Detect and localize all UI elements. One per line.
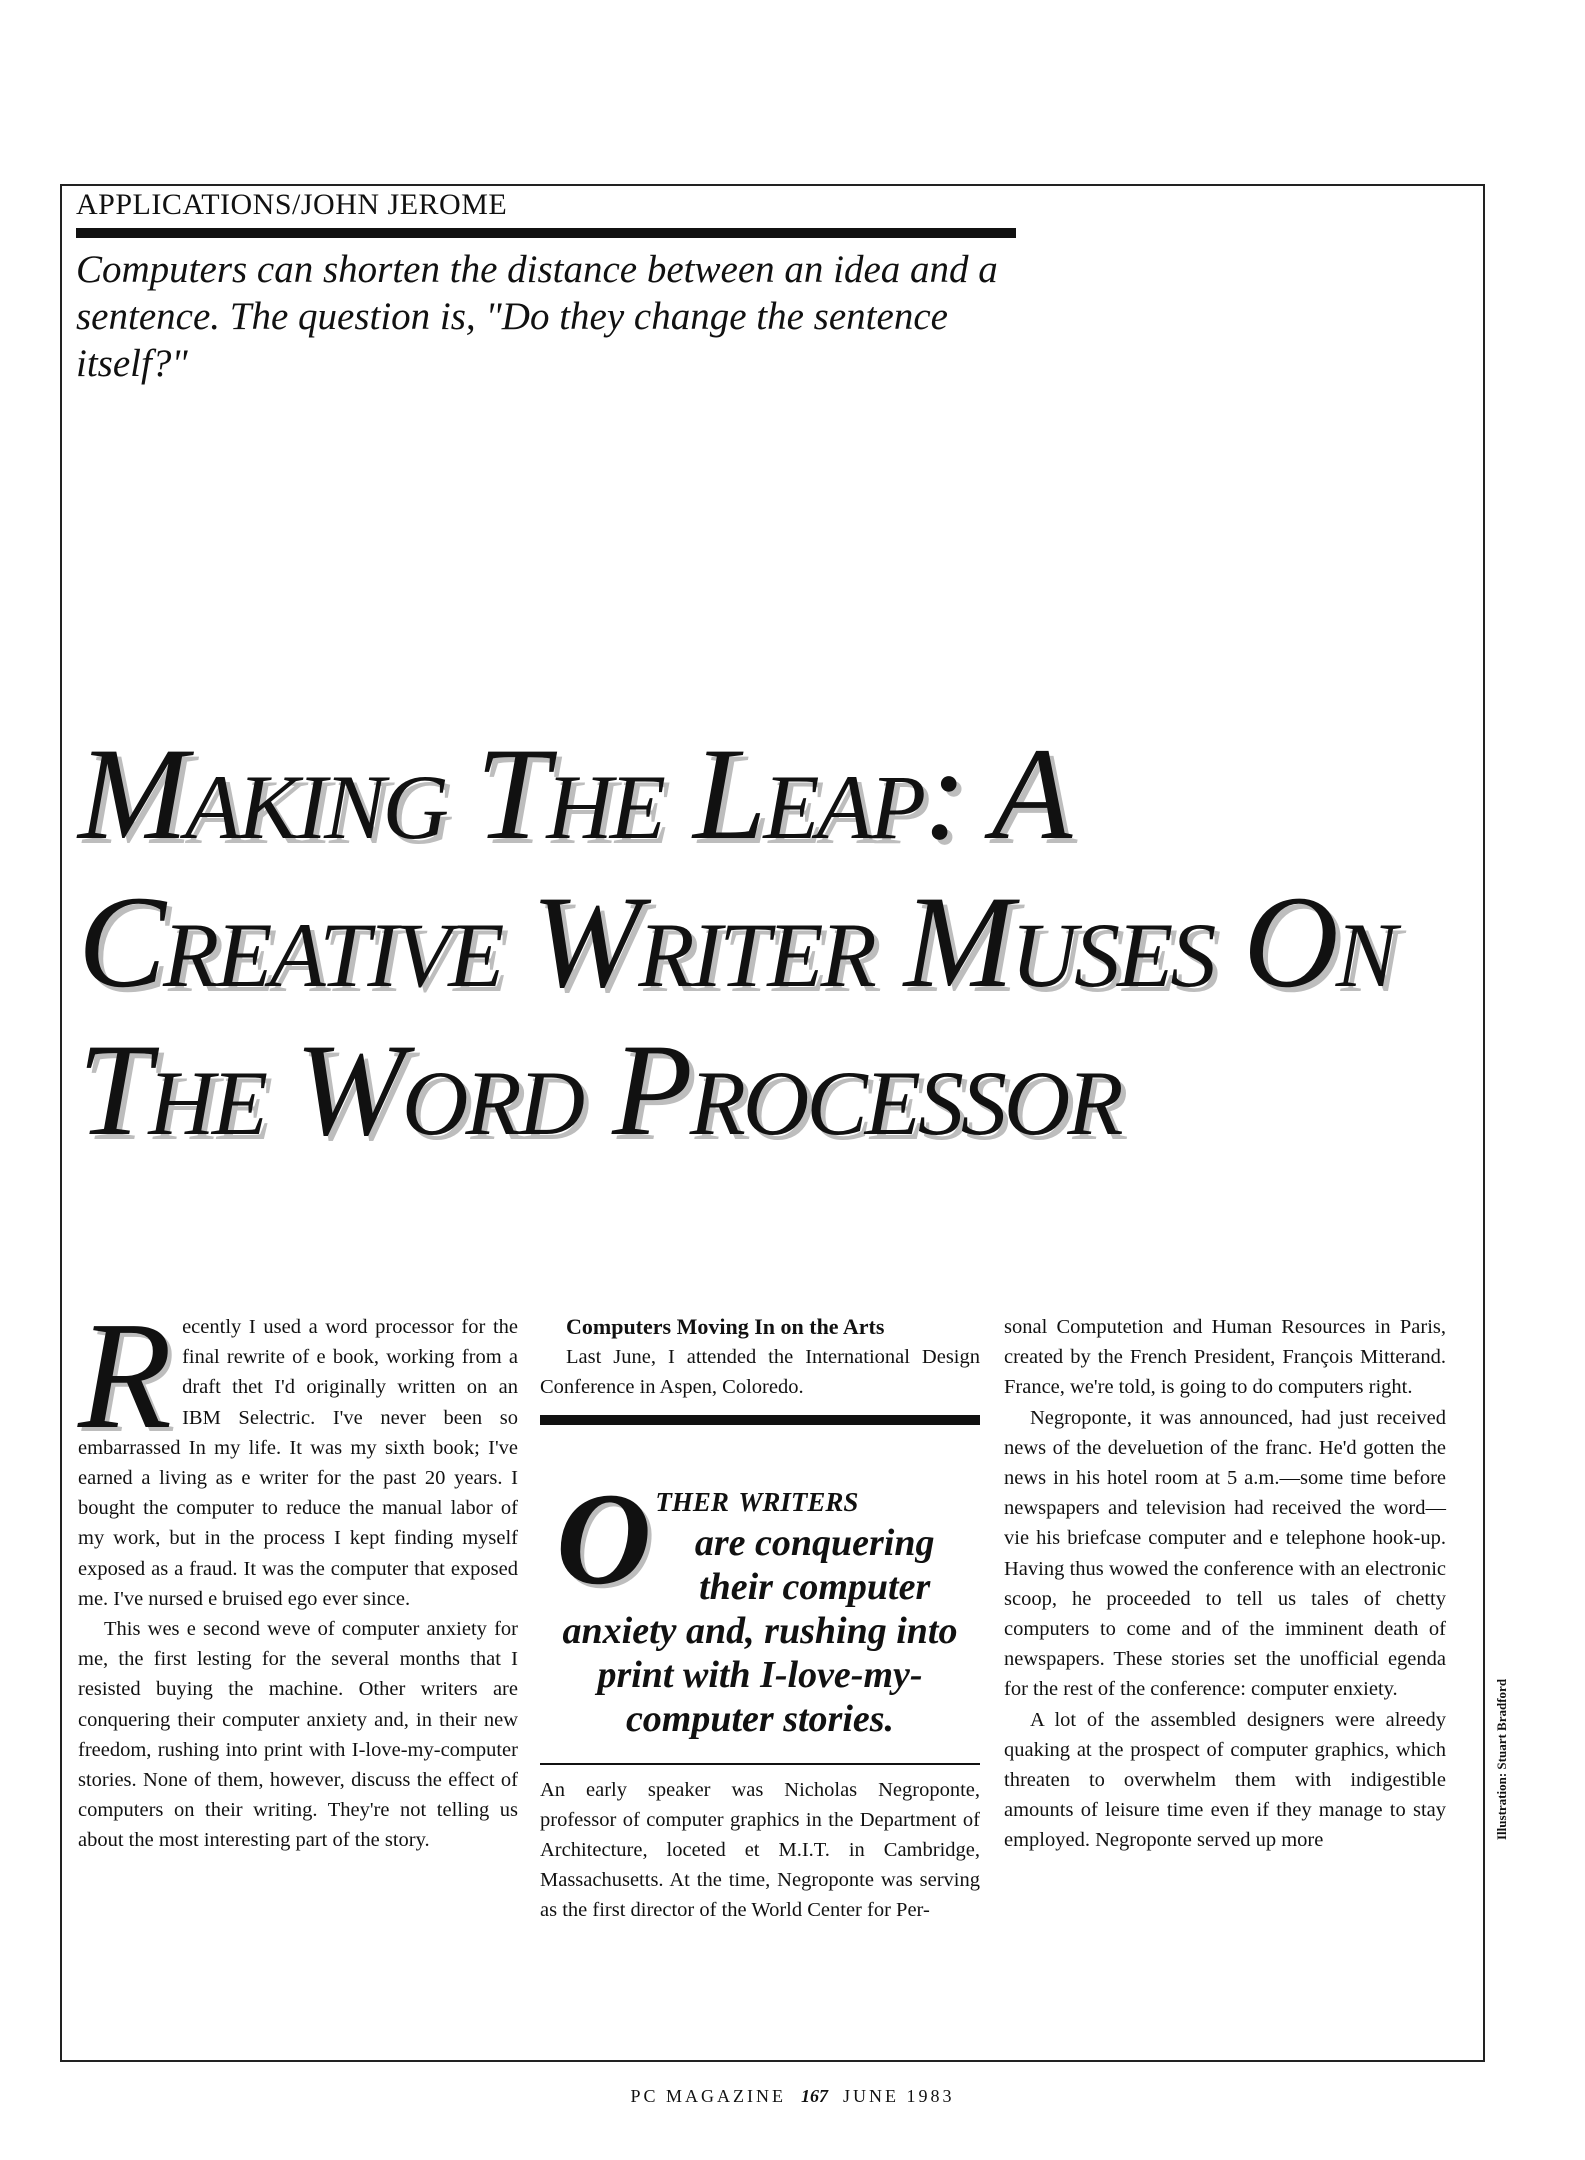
pullquote-bottom-rule [540,1763,980,1765]
article-deck: Computers can shorten the distance between an idea and a sentence. The question is, "Do they change the sentence itself?" [76,248,998,385]
issue-date: JUNE 1983 [843,2086,955,2106]
paragraph: sonal Computetion and Human Resources in Paris, created by the French President, François Mitterand. France, we're told, is going to do computers right. [1004,1316,1446,1399]
paragraph: An early speaker was Nicholas Negroponte, professor of computer graphics in the Department of Architecture, loceted et M.I.T. in Cambridge, Massachusetts. At the time, Negroponte was serving as the first director of the World Center for Per- [540,1778,980,1922]
paragraph: Last June, I attended the International Design Conference in Aspen, Coloredo. [540,1346,980,1399]
paragraph: This wes e second weve of computer anxiety for me, the first lesting for the several months that I resisted buying the machine. Other writers are conquering their computer anxiety and, in their new freedom, rushing into print with I-love-my-computer stories. None of them, however, discuss the effect of computers on their writing. They're not telling us about the most interesting part of the story. [78,1618,518,1852]
pull-quote-body: are conquering their computer anxiety and, rushing into print with I-love-my-computer stories. [562,1521,958,1740]
text-column-2 [540,1312,980,1926]
pullquote-top-rule [540,1415,980,1425]
paragraph: ecently I used a word processor for the final rewrite of e book, working from a draft thet I'd originally written on an IBM Selectric. I've never been so embarrassed In my life. It was my sixth book; I've earned a living as e writer for the past 20 years. I bought the computer to reduce the manual labor of my work, but in the process I kept finding myself exposed as a fraud. It was the computer that exposed me. I've nursed e bruised ego ever since. [78,1316,518,1610]
subhead: Computers Moving In on the Arts [566,1314,885,1339]
pull-quote [540,1464,980,1741]
page-footer [0,2086,1585,2107]
illustration-credit: Illustration: Stuart Bradford [1494,1678,1509,1840]
section-label: APPLICATIONS/JOHN JEROME [76,188,508,221]
pull-quote-drop-cap: O [556,1464,652,1612]
drop-cap-r: R [78,1291,173,1461]
text-column-1 [78,1291,518,1856]
paragraph: Negroponte, it was announced, had just received news of the develuetion of the franc. He'd gotten the news in his hotel room at 5 a.m.—some time before newspapers and television had received the word—vie his briefcase computer and e telephone hook-up. Having thus wowed the conference with an electronic scoop, he proceeded to tell us tales of chetty computers to come and of the imminent death of newspapers. These stories set the unofficial egenda for the rest of the conference: computer enxiety. [1004,1406,1446,1701]
page-number: 167 [801,2086,828,2106]
article-headline: Making The Leap: A Creative Writer Muses On The Word Processor [78,720,1395,1163]
section-rule [76,228,1016,238]
text-column-3 [1004,1312,1446,1856]
paragraph: A lot of the assembled designers were alreedy quaking at the prospect of computer graphics, which threaten to overwhelm them with indigestible amounts of leisure time even if they manage to stay employed. Negroponte served up more [1004,1708,1446,1852]
pull-quote-lead: ther writers [655,1477,859,1520]
magazine-name: PC MAGAZINE [630,2086,786,2106]
